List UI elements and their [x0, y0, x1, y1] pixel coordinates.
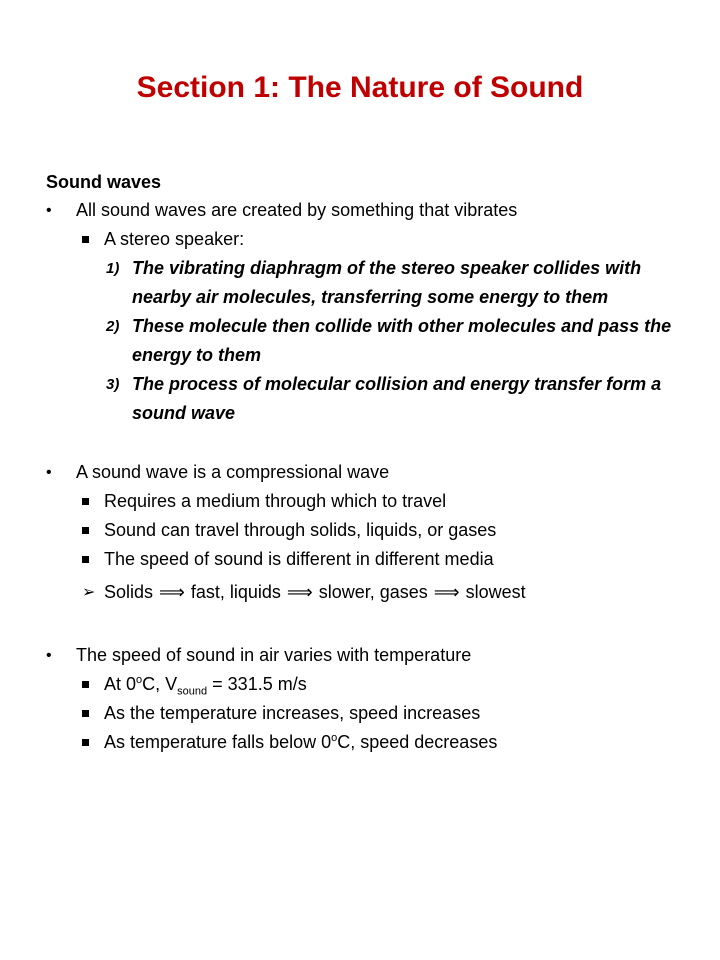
sub-bullet-text: As the temperature increases, speed increases [104, 703, 481, 723]
arrow-bullet-icon: ➢ [82, 584, 96, 601]
implies-arrow-icon: ⟹ [433, 582, 460, 602]
sub-bullet-item [46, 670, 706, 699]
v-subscript: sound [177, 685, 208, 698]
step-text: These molecule then collide with other molecules and pass the energy to them [132, 316, 672, 365]
sub-bullet-item [46, 728, 706, 757]
bullet-dot-icon: • [46, 647, 52, 664]
numbered-step [46, 312, 706, 370]
step-number: 2) [106, 318, 120, 335]
implies-arrow-icon: ⟹ [159, 582, 185, 602]
bullet-item [46, 196, 706, 225]
sub-bullet-text: A stereo speaker: [104, 229, 245, 249]
square-bullet-icon [82, 527, 89, 534]
square-bullet-icon [82, 556, 89, 563]
media-gases: slower, gases [318, 582, 428, 602]
temp-mid: C, V [142, 674, 178, 694]
step-number: 1) [106, 260, 120, 277]
implies-arrow-icon: ⟹ [286, 582, 313, 602]
section-heading: Sound waves [46, 172, 162, 192]
bullet-dot-icon: • [46, 202, 52, 219]
media-solids: Solids [104, 582, 154, 602]
bullet-text: All sound waves are created by something that vibrates [76, 200, 518, 220]
spacer [46, 428, 706, 458]
temp-fall-post: C, speed decreases [337, 732, 498, 752]
spacer [46, 607, 706, 641]
bullet-item [46, 641, 706, 670]
bullet-text: A sound wave is a compressional wave [76, 462, 390, 482]
sub-bullet-text: Requires a medium through which to travel [104, 491, 447, 511]
step-number: 3) [106, 376, 120, 393]
sub-bullet-text: Sound can travel through solids, liquids, or gases [104, 520, 497, 540]
media-liquids: fast, liquids [190, 582, 281, 602]
square-bullet-icon [82, 498, 89, 505]
temp-fall-pre: As temperature falls below 0 [104, 732, 332, 752]
media-slowest: slowest [465, 582, 526, 602]
degree-sup: o [331, 732, 338, 744]
temp-pre: At 0 [104, 674, 137, 694]
sub-bullet-item [46, 487, 706, 516]
page-title: Section 1: The Nature of Sound [136, 71, 584, 104]
bullet-text: The speed of sound in air varies with temperature [76, 645, 472, 665]
content-body [46, 168, 706, 757]
degree-sup: o [136, 674, 143, 686]
sub-bullet-item [46, 516, 706, 545]
square-bullet-icon [82, 710, 89, 717]
sub-bullet-item [46, 225, 706, 254]
numbered-step [46, 370, 706, 428]
step-text: The process of molecular collision and energy transfer form a sound wave [132, 374, 662, 423]
numbered-step [46, 254, 706, 312]
bullet-dot-icon: • [46, 464, 52, 481]
sub-bullet-text: The speed of sound is different in different media [104, 549, 494, 569]
square-bullet-icon [82, 236, 89, 243]
step-text: The vibrating diaphragm of the stereo speaker collides with nearby air molecules, transferring some energy to them [132, 258, 642, 307]
temp-post: = 331.5 m/s [207, 674, 307, 694]
square-bullet-icon [82, 681, 89, 688]
media-speed-item [46, 578, 706, 607]
sub-bullet-item [46, 545, 706, 574]
square-bullet-icon [82, 739, 89, 746]
sub-bullet-item [46, 699, 706, 728]
bullet-item [46, 458, 706, 487]
